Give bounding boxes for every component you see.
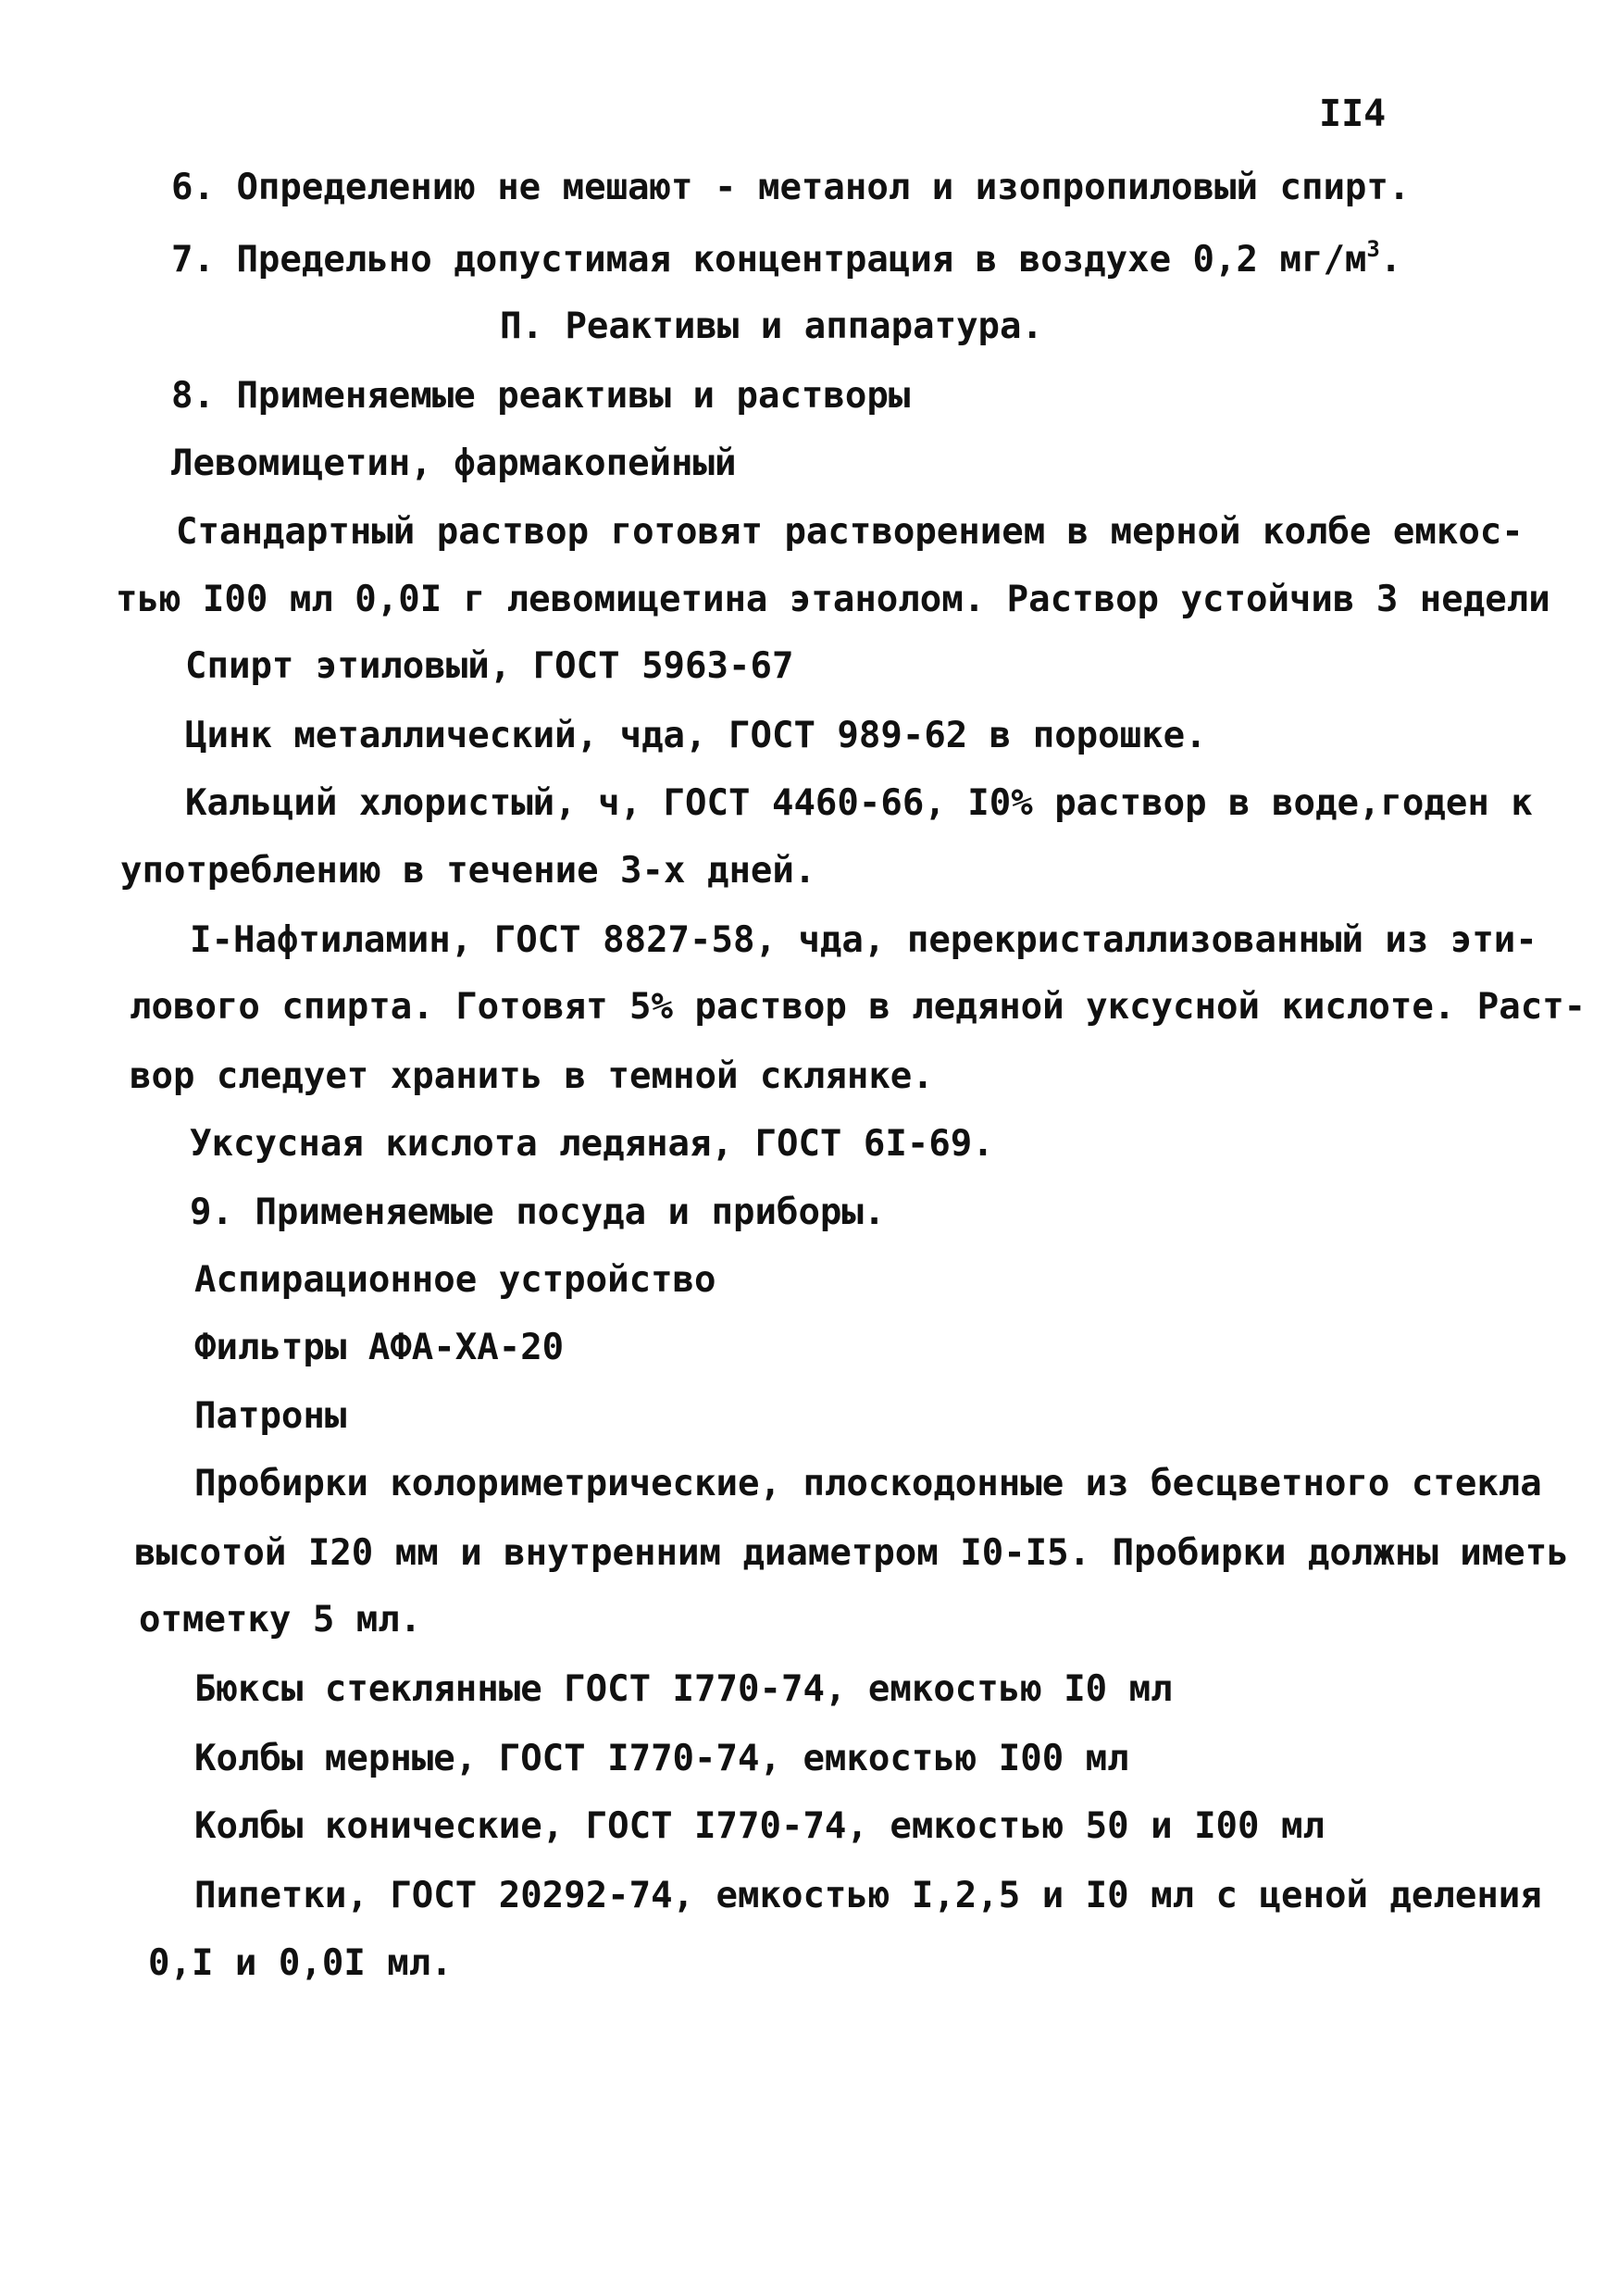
text-line-4: 8. Применяемые реактивы и растворы: [171, 375, 911, 417]
text-line-2-period: .: [1379, 239, 1402, 281]
text-line-1: 6. Определению не мешают - метанол и изопропиловый спирт.: [171, 167, 1411, 208]
text-line-14: вор следует хранить в темной склянке.: [130, 1055, 934, 1097]
text-line-27: 0,I и 0,0I мл.: [148, 1942, 453, 1984]
text-line-23: Бюксы стеклянные ГОСТ I770-74, емкостью I0 мл: [194, 1668, 1173, 1710]
text-line-6: Стандартный раствор готовят растворением в мерной колбе емкос-: [176, 511, 1524, 553]
text-line-10: Кальций хлористый, ч, ГОСТ 4460-66, I0% раствор в воде,годен к: [185, 782, 1533, 824]
text-line-21: высотой I20 мм и внутренним диаметром I0-I5. Пробирки должны иметь: [134, 1532, 1569, 1574]
text-line-25: Колбы конические, ГОСТ I770-74, емкостью 50 и I00 мл: [194, 1805, 1325, 1847]
text-line-12: I-Нафтиламин, ГОСТ 8827-58, чда, перекристаллизованный из эти-: [190, 919, 1537, 961]
text-line-15: Уксусная кислота ледяная, ГОСТ 6I-69.: [190, 1123, 994, 1165]
section-heading: П. Реактивы и аппаратура.: [500, 306, 1043, 347]
text-line-5: Левомицетин, фармакопейный: [171, 443, 737, 484]
text-line-20: Пробирки колориметрические, плоскодонные из бесцветного стекла: [194, 1463, 1542, 1504]
text-line-22: отметку 5 мл.: [139, 1599, 422, 1641]
text-line-19: Патроны: [194, 1395, 347, 1437]
text-line-8: Спирт этиловый, ГОСТ 5963-67: [185, 645, 794, 687]
text-line-9: Цинк металлический, чда, ГОСТ 989-62 в порошке.: [185, 715, 1207, 756]
text-line-17: Аспирационное устройство: [194, 1259, 716, 1301]
text-line-18: Фильтры АФА-ХА-20: [194, 1327, 565, 1368]
superscript-3: 3: [1366, 236, 1380, 262]
page-number: II4: [1319, 93, 1387, 135]
text-line-11: употреблению в течение 3-х дней.: [120, 850, 816, 892]
text-line-2: [171, 236, 1401, 281]
text-line-24: Колбы мерные, ГОСТ I770-74, емкостью I00 мл: [194, 1738, 1129, 1779]
text-line-16: 9. Применяемые посуда и приборы.: [190, 1192, 886, 1233]
text-line-26: Пипетки, ГОСТ 20292-74, емкостью I,2,5 и I0 мл с ценой деления: [194, 1875, 1542, 1916]
text-line-7: тью I00 мл 0,0I г левомицетина этанолом. Раствор устойчив 3 недели: [116, 579, 1550, 620]
text-line-13: лового спирта. Готовят 5% раствор в ледяной уксусной кислоте. Раст-: [130, 986, 1587, 1028]
text-line-2-main: 7. Предельно допустимая концентрация в воздухе 0,2 мг/м: [171, 239, 1367, 281]
